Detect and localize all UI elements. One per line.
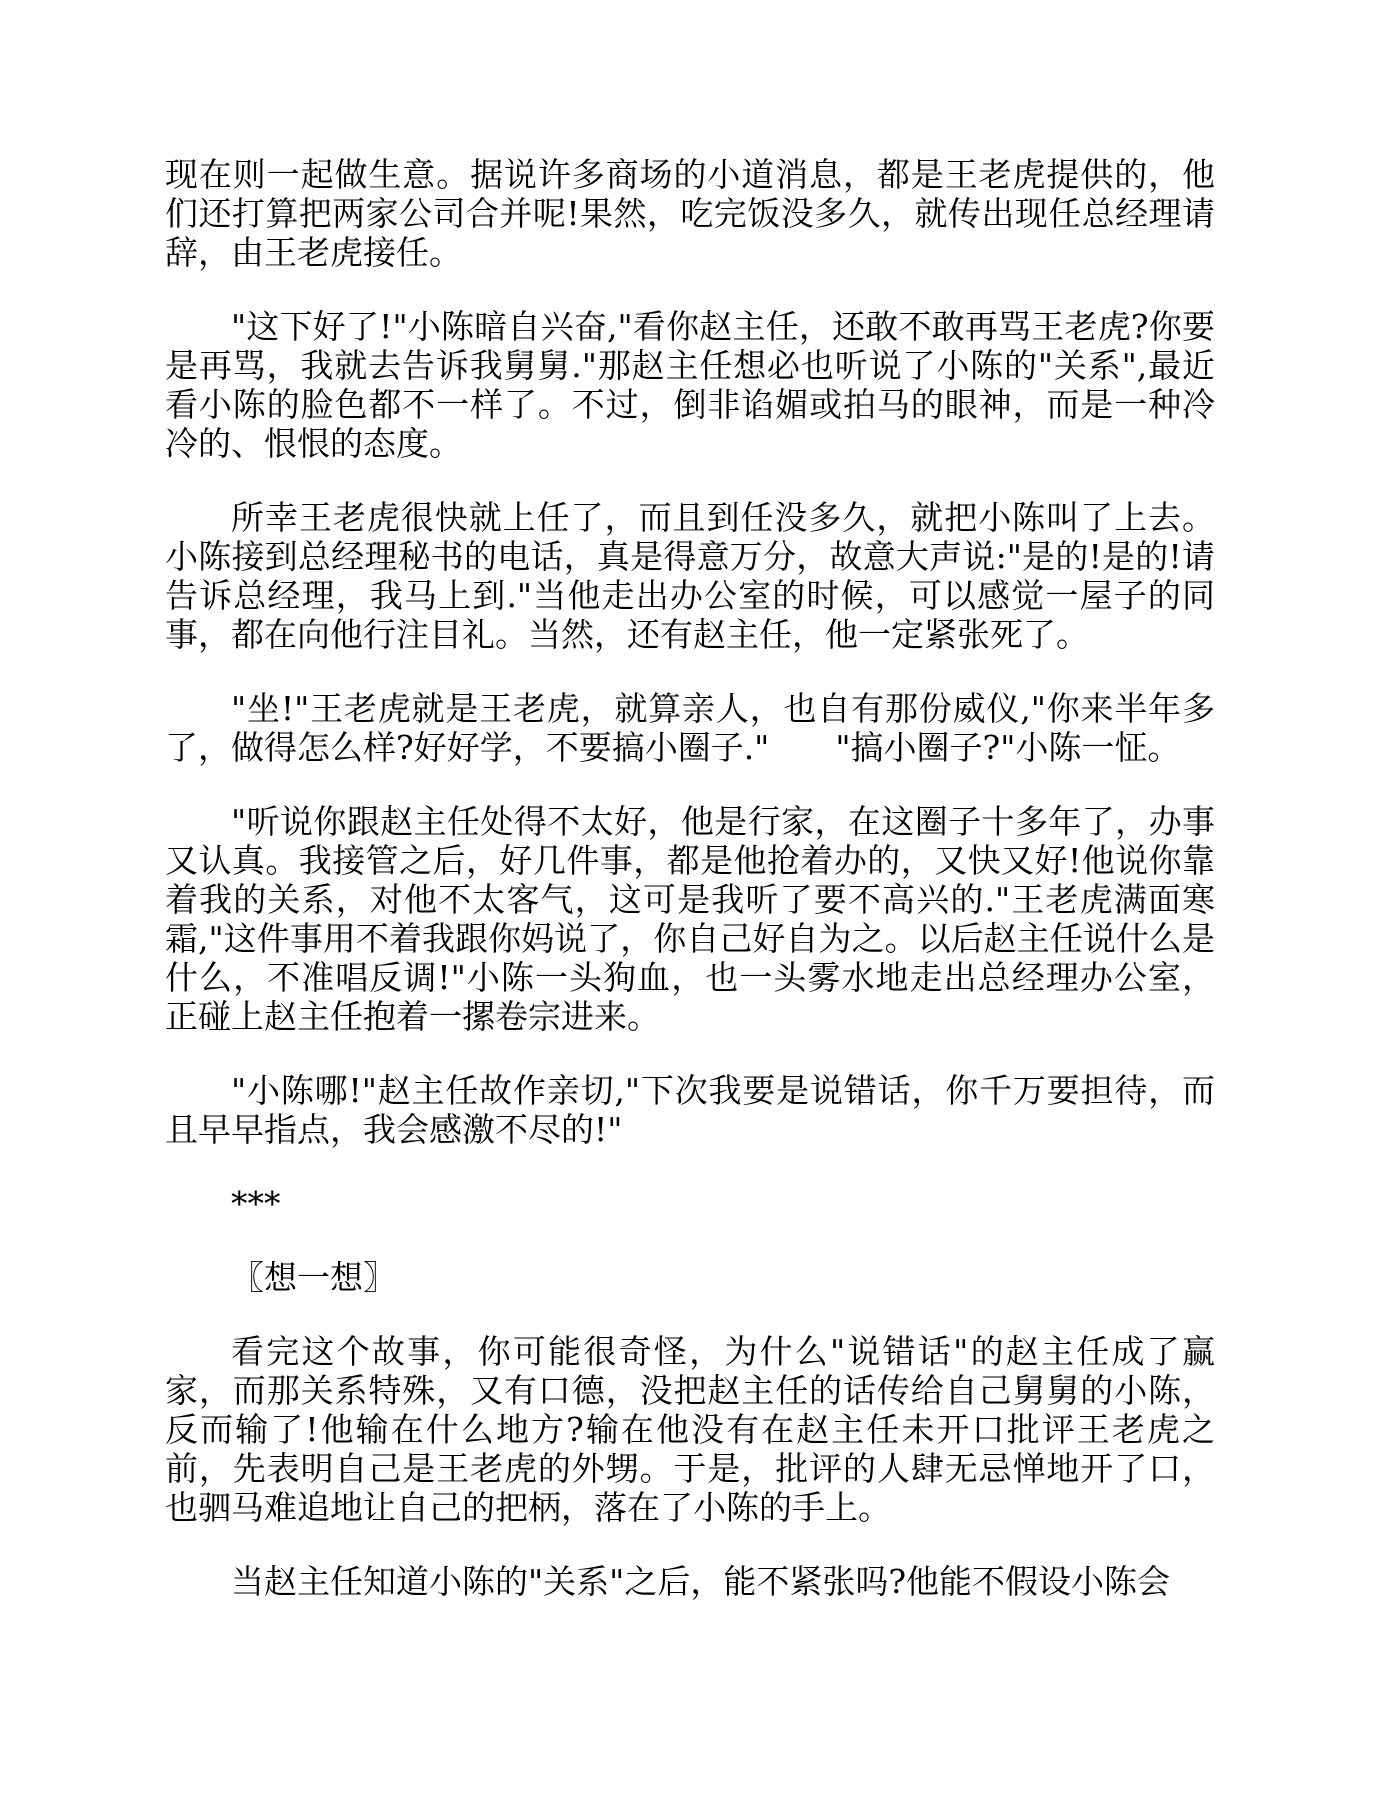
paragraph-3: 所幸王老虎很快就上任了，而且到任没多久，就把小陈叫了上去。小陈接到总经理秘书的电话，真是得意万分，故意大声说:"是的!是的!请告诉总经理，我马上到."当他走出办公室的时候，可以感觉一屋子的同事，都在向他行注目礼。当然，还有赵主任，他一定紧张死了。	[165, 498, 1215, 654]
section-divider: ***	[231, 1184, 281, 1223]
paragraph-1: 现在则一起做生意。据说许多商场的小道消息，都是王老虎提供的，他们还打算把两家公司合并呢!果然，吃完饭没多久，就传出现任总经理请辞，由王老虎接任。	[165, 155, 1215, 272]
paragraph-5: "听说你跟赵主任处得不太好，他是行家，在这圈子十多年了，办事又认真。我接管之后，好几件事，都是他抢着办的，又快又好!他说你靠着我的关系，对他不太客气，这可是我听了要不高兴的."王老虎满面寒霜,"这件事用不着我跟你妈说了，你自己好自为之。以后赵主任说什么是什么，不准唱反调!"小陈一头狗血，也一头雾水地走出总经理办公室，正碰上赵主任抱着一摞卷宗进来。	[165, 802, 1215, 1036]
paragraph-2: "这下好了!"小陈暗自兴奋,"看你赵主任，还敢不敢再骂王老虎?你要是再骂，我就去告诉我舅舅."那赵主任想必也听说了小陈的"关系",最近看小陈的脸色都不一样了。不过，倒非谄媚或拍马的眼神，而是一种冷冷的、恨恨的态度。	[165, 307, 1215, 463]
paragraph-7: 看完这个故事，你可能很奇怪，为什么"说错话"的赵主任成了赢家，而那关系特殊，又有口德，没把赵主任的话传给自己舅舅的小陈，反而输了!他输在什么地方?输在他没有在赵主任未开口批评王老虎之前，先表明自己是王老虎的外甥。于是，批评的人肆无忌惮地开了口，也驷马难追地让自己的把柄，落在了小陈的手上。	[165, 1332, 1215, 1527]
section-heading: 〖想一想〗	[231, 1258, 396, 1297]
paragraph-8: 当赵主任知道小陈的"关系"之后，能不紧张吗?他能不假设小陈会	[231, 1562, 1171, 1601]
document-page	[165, 155, 1215, 1636]
paragraph-6: "小陈哪!"赵主任故作亲切,"下次我要是说错话，你千万要担待，而且早早指点，我会感激不尽的!"	[165, 1071, 1215, 1149]
paragraph-4: "坐!"王老虎就是王老虎，就算亲人，也自有那份威仪,"你来半年多了，做得怎么样?好好学，不要搞小圈子." "搞小圈子?"小陈一怔。	[165, 689, 1215, 767]
